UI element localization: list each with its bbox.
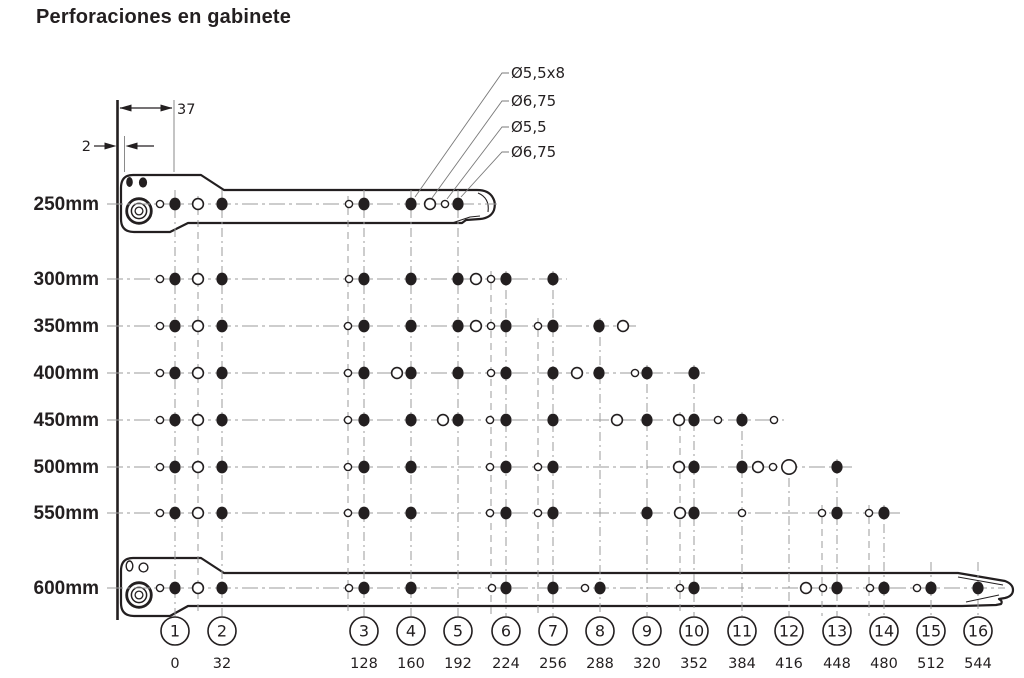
hole-filled xyxy=(500,414,511,427)
hole-filled xyxy=(358,320,369,333)
callout-label-4: Ø6,75 xyxy=(511,143,557,161)
dimension-arrowhead xyxy=(126,143,138,150)
position-value-15: 512 xyxy=(917,656,945,672)
hole-filled xyxy=(216,320,227,333)
hole-open-medium xyxy=(618,321,629,332)
hole-filled xyxy=(547,461,558,474)
dimension-arrowhead xyxy=(120,105,132,112)
hole-filled xyxy=(358,582,369,595)
position-value-12: 416 xyxy=(775,656,803,672)
hole-filled xyxy=(169,582,180,595)
hole-open-small xyxy=(631,369,638,376)
hole-open-medium xyxy=(801,583,812,594)
position-value-2: 32 xyxy=(212,656,232,672)
hole-filled xyxy=(169,320,180,333)
hole-open-small xyxy=(344,369,351,376)
hole-open-small xyxy=(487,275,494,282)
hole-open-small xyxy=(676,584,683,591)
hole-filled xyxy=(452,367,463,380)
rivet-hole xyxy=(139,177,147,187)
hole-filled xyxy=(688,367,699,380)
row-label-250mm: 250mm xyxy=(33,194,99,215)
hole-filled xyxy=(688,414,699,427)
hole-filled xyxy=(736,461,747,474)
position-number-15: 15 xyxy=(920,621,942,641)
dim-label-front-offset: 2 xyxy=(81,139,91,155)
callout-leader-1 xyxy=(415,73,509,197)
hole-open-medium xyxy=(572,368,583,379)
hole-filled xyxy=(641,367,652,380)
hole-filled xyxy=(169,414,180,427)
hole-open-small xyxy=(441,200,448,207)
hole-open-medium xyxy=(193,462,204,473)
position-number-8: 8 xyxy=(594,621,606,641)
hole-open-small xyxy=(769,463,776,470)
position-value-9: 320 xyxy=(633,656,661,672)
hole-open-small xyxy=(486,509,493,516)
hole-open-small xyxy=(345,200,352,207)
position-value-11: 384 xyxy=(728,656,756,672)
hole-open-small xyxy=(487,322,494,329)
hole-filled xyxy=(593,367,604,380)
hole-filled xyxy=(216,461,227,474)
hole-open-small xyxy=(156,463,163,470)
hole-open-small xyxy=(344,416,351,423)
hole-filled xyxy=(405,367,416,380)
hole-filled xyxy=(169,507,180,520)
hole-filled xyxy=(169,461,180,474)
hole-open-medium xyxy=(392,368,403,379)
hole-open-medium xyxy=(674,462,685,473)
hole-filled xyxy=(831,507,842,520)
hole-filled xyxy=(358,507,369,520)
hole-filled xyxy=(216,367,227,380)
position-number-11: 11 xyxy=(731,621,753,641)
position-number-10: 10 xyxy=(683,621,705,641)
hole-filled xyxy=(405,461,416,474)
hole-filled xyxy=(358,198,369,211)
hole-open-medium xyxy=(193,368,204,379)
hole-open-small xyxy=(534,509,541,516)
hole-open-small xyxy=(156,200,163,207)
hole-filled xyxy=(452,414,463,427)
position-number-7: 7 xyxy=(547,621,559,641)
hole-open-small xyxy=(865,509,872,516)
hole-filled xyxy=(216,198,227,211)
hole-open-small xyxy=(345,275,352,282)
hole-open-medium xyxy=(193,583,204,594)
hole-filled xyxy=(216,273,227,286)
hole-open-small xyxy=(534,463,541,470)
hole-filled xyxy=(878,582,889,595)
hole-filled xyxy=(641,507,652,520)
hole-filled xyxy=(500,273,511,286)
hole-filled xyxy=(500,320,511,333)
hole-open-small xyxy=(156,369,163,376)
hole-open-small xyxy=(486,463,493,470)
row-label-300mm: 300mm xyxy=(33,269,99,290)
hole-filled xyxy=(405,507,416,520)
row-label-600mm: 600mm xyxy=(33,578,99,599)
hole-open-medium xyxy=(438,415,449,426)
hole-open-small xyxy=(487,369,494,376)
hole-filled xyxy=(641,414,652,427)
dimension-arrowhead xyxy=(161,105,173,112)
hole-open-small xyxy=(818,509,825,516)
hole-open-small xyxy=(770,416,777,423)
hole-filled xyxy=(593,320,604,333)
position-number-16: 16 xyxy=(967,621,989,641)
hole-open-medium xyxy=(193,199,204,210)
page-title: Perforaciones en gabinete xyxy=(36,6,292,28)
hole-open-large xyxy=(782,460,796,474)
position-value-7: 256 xyxy=(539,656,567,672)
position-number-3: 3 xyxy=(358,621,370,641)
hole-filled xyxy=(688,461,699,474)
hole-open-small xyxy=(819,584,826,591)
hole-filled xyxy=(500,507,511,520)
hole-filled xyxy=(405,582,416,595)
dim-label-top-offset: 37 xyxy=(177,102,196,118)
hole-filled xyxy=(405,414,416,427)
hole-filled xyxy=(878,507,889,520)
position-value-5: 192 xyxy=(444,656,472,672)
roller-wheel xyxy=(127,583,152,608)
hole-filled xyxy=(169,367,180,380)
hole-filled xyxy=(358,367,369,380)
position-value-14: 480 xyxy=(870,656,898,672)
hole-open-small xyxy=(738,509,745,516)
hole-open-small xyxy=(534,322,541,329)
position-number-1: 1 xyxy=(169,621,181,641)
hole-filled xyxy=(688,507,699,520)
position-value-10: 352 xyxy=(680,656,708,672)
hole-open-small xyxy=(156,322,163,329)
hole-open-medium xyxy=(674,415,685,426)
hole-open-small xyxy=(486,416,493,423)
hole-open-small xyxy=(488,584,495,591)
position-value-16: 544 xyxy=(964,656,992,672)
hole-filled xyxy=(216,582,227,595)
hole-open-medium xyxy=(193,274,204,285)
hole-filled xyxy=(831,582,842,595)
position-value-3: 128 xyxy=(350,656,378,672)
hole-open-small xyxy=(913,584,920,591)
hole-open-medium xyxy=(193,415,204,426)
roller-wheel xyxy=(127,199,152,224)
hole-open-small xyxy=(345,584,352,591)
hole-filled xyxy=(405,273,416,286)
position-value-8: 288 xyxy=(586,656,614,672)
hole-filled xyxy=(452,198,463,211)
hole-open-medium xyxy=(675,508,686,519)
position-number-4: 4 xyxy=(405,621,417,641)
callout-leader-2 xyxy=(432,101,509,198)
callout-label-1: Ø5,5x8 xyxy=(511,64,566,82)
hole-open-medium xyxy=(753,462,764,473)
row-label-500mm: 500mm xyxy=(33,457,99,478)
rivet-hole xyxy=(126,177,133,187)
position-number-2: 2 xyxy=(216,621,228,641)
hole-open-small xyxy=(714,416,721,423)
position-number-5: 5 xyxy=(452,621,464,641)
hole-open-small xyxy=(344,509,351,516)
hole-filled xyxy=(405,198,416,211)
row-label-400mm: 400mm xyxy=(33,363,99,384)
dimension-arrowhead xyxy=(105,143,117,150)
hole-filled xyxy=(500,367,511,380)
hole-open-small xyxy=(344,322,351,329)
hole-open-medium xyxy=(193,321,204,332)
hole-open-small xyxy=(156,509,163,516)
hole-filled xyxy=(358,273,369,286)
hole-open-small xyxy=(156,416,163,423)
hole-filled xyxy=(452,273,463,286)
position-value-13: 448 xyxy=(823,656,851,672)
hole-filled xyxy=(405,320,416,333)
callout-label-3: Ø5,5 xyxy=(511,118,547,136)
hole-filled xyxy=(547,414,558,427)
position-number-14: 14 xyxy=(873,621,895,641)
hole-filled xyxy=(358,414,369,427)
hole-filled xyxy=(500,461,511,474)
hole-filled xyxy=(547,507,558,520)
hole-open-medium xyxy=(471,321,482,332)
callout-label-2: Ø6,75 xyxy=(511,92,557,110)
position-value-6: 224 xyxy=(492,656,520,672)
position-value-4: 160 xyxy=(397,656,425,672)
hole-filled xyxy=(688,582,699,595)
position-number-6: 6 xyxy=(500,621,512,641)
row-label-550mm: 550mm xyxy=(33,503,99,524)
position-number-13: 13 xyxy=(826,621,848,641)
hole-filled xyxy=(736,414,747,427)
hole-filled xyxy=(547,367,558,380)
hole-open-small xyxy=(581,584,588,591)
row-label-450mm: 450mm xyxy=(33,410,99,431)
hole-filled xyxy=(831,461,842,474)
hole-filled xyxy=(169,198,180,211)
hole-open-small xyxy=(866,584,873,591)
hole-filled xyxy=(500,582,511,595)
hole-filled xyxy=(452,320,463,333)
hole-open-small xyxy=(156,584,163,591)
hole-filled xyxy=(216,414,227,427)
hole-filled xyxy=(547,273,558,286)
hole-filled xyxy=(925,582,936,595)
hole-open-medium xyxy=(471,274,482,285)
hole-open-medium xyxy=(425,199,436,210)
hole-filled xyxy=(972,582,983,595)
hole-open-medium xyxy=(612,415,623,426)
hole-open-medium xyxy=(193,508,204,519)
hole-filled xyxy=(216,507,227,520)
hole-filled xyxy=(358,461,369,474)
position-number-9: 9 xyxy=(641,621,653,641)
hole-filled xyxy=(547,582,558,595)
hole-open-small xyxy=(344,463,351,470)
position-number-12: 12 xyxy=(778,621,800,641)
row-label-350mm: 350mm xyxy=(33,316,99,337)
hole-open-small xyxy=(156,275,163,282)
hole-filled xyxy=(547,320,558,333)
hole-filled xyxy=(594,582,605,595)
position-value-1: 0 xyxy=(170,656,180,672)
hole-filled xyxy=(169,273,180,286)
